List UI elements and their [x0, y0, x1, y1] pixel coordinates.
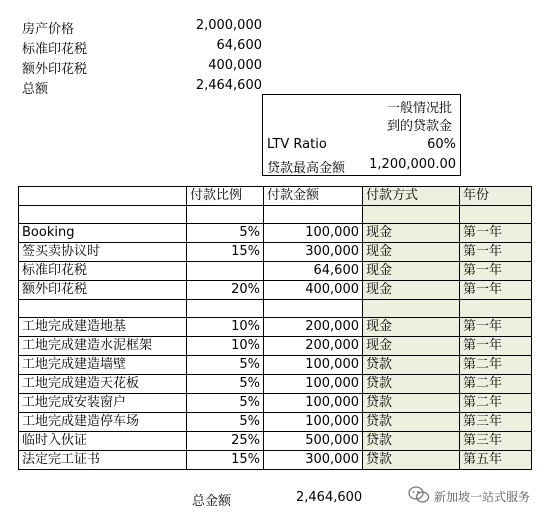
row-amount: 100,000	[264, 356, 363, 375]
ltv-ratio-value: 60%	[427, 137, 456, 152]
row-method: 贷款	[363, 451, 460, 470]
row-year: 第一年	[460, 262, 532, 281]
row-year: 第三年	[460, 432, 532, 451]
row-ratio	[187, 262, 264, 281]
row-year: 第一年	[460, 318, 532, 337]
ltv-box	[262, 94, 461, 176]
table-row	[19, 262, 532, 281]
row-method	[363, 206, 460, 224]
row-year: 第二年	[460, 394, 532, 413]
row-method	[363, 300, 460, 318]
table-row	[19, 394, 532, 413]
row-ratio: 5%	[187, 356, 264, 375]
row-year: 第一年	[460, 337, 532, 356]
summary-label: 标准印花税	[22, 42, 88, 57]
ltv-max-row	[267, 157, 456, 175]
row-method: 现金	[363, 224, 460, 243]
summary-label: 房产价格	[22, 22, 75, 37]
row-item	[19, 206, 187, 224]
ltv-heading-line2: 到的贷款金	[386, 119, 452, 134]
row-amount: 100,000	[264, 375, 363, 394]
summary-row-price	[22, 18, 262, 38]
payment-schedule-table	[18, 186, 532, 470]
header-method: 付款方式	[363, 187, 460, 206]
row-item: 法定完工证书	[19, 451, 187, 470]
row-amount: 500,000	[264, 432, 363, 451]
summary-label: 总额	[22, 82, 49, 97]
ltv-ratio-label: LTV Ratio	[267, 137, 327, 152]
row-amount: 64,600	[264, 262, 363, 281]
summary-label: 额外印花税	[22, 62, 88, 77]
row-method: 现金	[363, 318, 460, 337]
ltv-max-label: 贷款最高金额	[267, 161, 346, 176]
table-header-row	[19, 187, 532, 206]
total-label: 总金额	[192, 494, 232, 509]
row-amount: 100,000	[264, 413, 363, 432]
table-row	[19, 243, 532, 262]
row-year: 第二年	[460, 375, 532, 394]
summary-row-standard-stamp-duty	[22, 38, 262, 58]
row-item: 工地完成建造水泥框架	[19, 337, 187, 356]
row-amount: 100,000	[264, 394, 363, 413]
row-year: 第五年	[460, 451, 532, 470]
summary-row-total	[22, 78, 262, 98]
row-amount	[264, 206, 363, 224]
row-method: 现金	[363, 243, 460, 262]
row-ratio: 5%	[187, 224, 264, 243]
summary-value: 2,464,600	[195, 78, 262, 93]
watermark-text: 新加坡一站式服务	[434, 490, 531, 504]
table-row	[19, 337, 532, 356]
summary-value: 400,000	[208, 58, 262, 73]
header-amount: 付款金额	[264, 187, 363, 206]
row-year	[460, 206, 532, 224]
row-amount: 100,000	[264, 224, 363, 243]
watermark	[408, 484, 548, 508]
row-ratio	[187, 300, 264, 318]
row-amount	[264, 300, 363, 318]
row-item: 签买卖协议时	[19, 243, 187, 262]
row-ratio: 10%	[187, 337, 264, 356]
wechat-icon	[408, 486, 430, 504]
table-row	[19, 375, 532, 394]
row-amount: 400,000	[264, 281, 363, 300]
header-item	[19, 187, 187, 206]
header-ratio: 付款比例	[187, 187, 264, 206]
row-item: 工地完成建造地基	[19, 318, 187, 337]
table-row	[19, 300, 532, 318]
table-row	[19, 281, 532, 300]
ltv-heading-line1: 一般情况批	[386, 101, 452, 116]
row-year: 第一年	[460, 224, 532, 243]
row-ratio: 15%	[187, 451, 264, 470]
row-item: 工地完成建造墙壁	[19, 356, 187, 375]
row-year: 第二年	[460, 356, 532, 375]
row-year: 第一年	[460, 281, 532, 300]
row-method: 现金	[363, 337, 460, 356]
summary-value: 2,000,000	[195, 18, 262, 33]
row-method: 贷款	[363, 356, 460, 375]
row-amount: 300,000	[264, 243, 363, 262]
row-ratio: 20%	[187, 281, 264, 300]
total-value: 2,464,600	[296, 490, 363, 505]
row-method: 现金	[363, 262, 460, 281]
row-amount: 200,000	[264, 318, 363, 337]
row-year: 第三年	[460, 413, 532, 432]
row-item: Booking	[19, 224, 187, 243]
row-ratio: 25%	[187, 432, 264, 451]
summary-value: 64,600	[216, 38, 262, 53]
ltv-ratio-row	[267, 137, 456, 155]
row-method: 贷款	[363, 432, 460, 451]
table-row	[19, 318, 532, 337]
row-item: 工地完成建造停车场	[19, 413, 187, 432]
table-row	[19, 224, 532, 243]
row-ratio: 10%	[187, 318, 264, 337]
row-method: 贷款	[363, 394, 460, 413]
row-year: 第一年	[460, 243, 532, 262]
row-year	[460, 300, 532, 318]
row-item: 工地完成建造天花板	[19, 375, 187, 394]
row-item	[19, 300, 187, 318]
row-item: 工地完成安装窗户	[19, 394, 187, 413]
row-amount: 300,000	[264, 451, 363, 470]
header-year: 年份	[460, 187, 532, 206]
ltv-max-value: 1,200,000.00	[369, 157, 456, 172]
row-ratio	[187, 206, 264, 224]
row-amount: 200,000	[264, 337, 363, 356]
row-method: 贷款	[363, 375, 460, 394]
table-row	[19, 451, 532, 470]
table-row	[19, 206, 532, 224]
row-method: 现金	[363, 281, 460, 300]
row-item: 临时入伙证	[19, 432, 187, 451]
summary-row-additional-stamp-duty	[22, 58, 262, 78]
row-item: 额外印花税	[19, 281, 187, 300]
table-row	[19, 356, 532, 375]
row-method: 贷款	[363, 413, 460, 432]
row-ratio: 5%	[187, 394, 264, 413]
table-row	[19, 413, 532, 432]
row-ratio: 5%	[187, 413, 264, 432]
row-ratio: 5%	[187, 375, 264, 394]
row-ratio: 15%	[187, 243, 264, 262]
table-row	[19, 432, 532, 451]
row-item: 标准印花税	[19, 262, 187, 281]
